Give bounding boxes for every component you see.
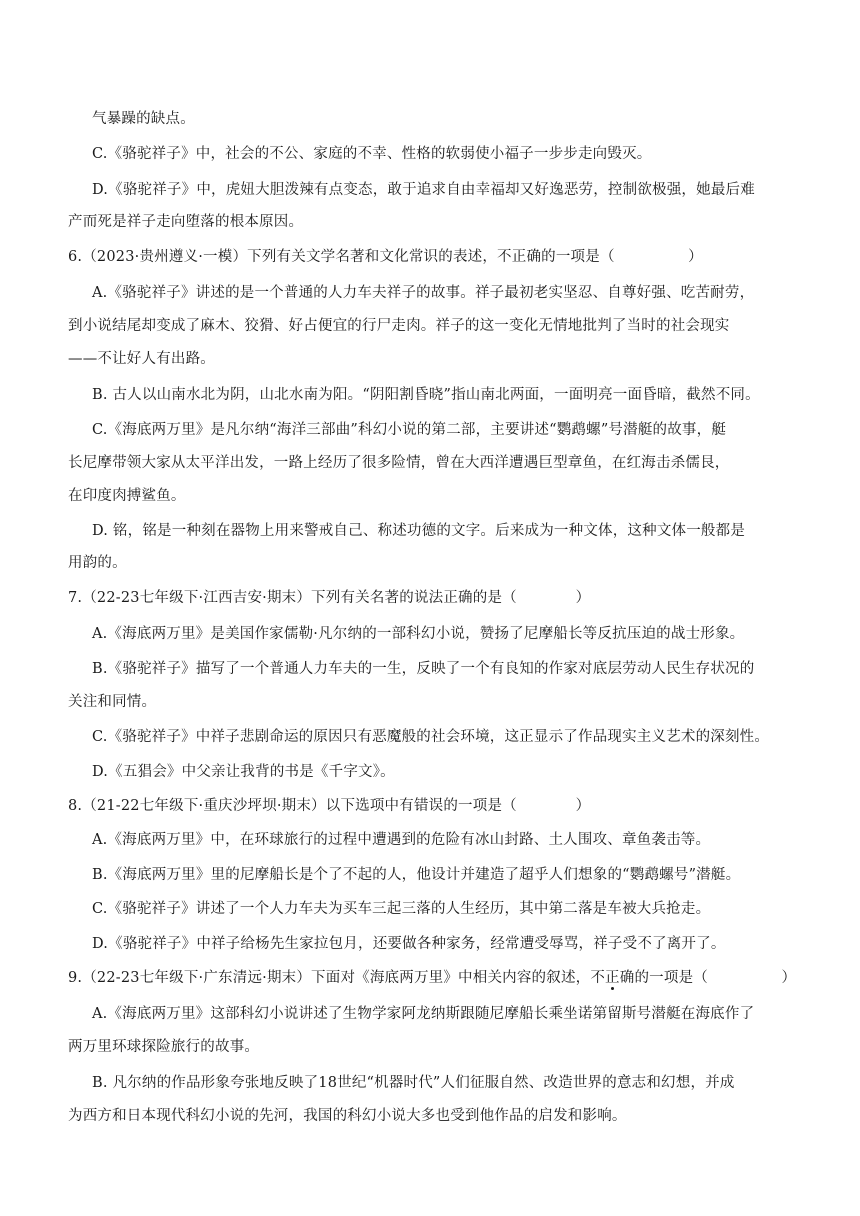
question-9-stem-emphasis: 不正确 — [590, 970, 635, 986]
question-9-stem-suffix: 的一项是（ ） — [634, 970, 797, 986]
question-7-option-a: A.《海底两万里》是美国作家儒勒·凡尔纳的一部科幻小说，赞扬了尼摩船长等反抗压迫的战士形象。 — [92, 626, 745, 642]
question-7-stem: 7.（22-23七年级下·江西吉安·期末）下列有关名著的说法正确的是（ ） — [68, 590, 591, 606]
question-6-option-b: B. 古人以山南水北为阴，山北水南为阳。“阴阳割昏晓”指山南北两面，一面明亮一面昏暗，截然不同。 — [92, 387, 760, 403]
question-6-stem: 6.（2023·贵州遵义·一模）下列有关文学名著和文化常识的表述，不正确的一项是（ ） — [68, 249, 703, 265]
question-9-stem-prefix: 9.（22-23七年级下·广东清远·期末）下面对《海底两万里》中相关内容的叙述， — [68, 970, 591, 986]
question-6-option-a-line3: ——不让好人有出路。 — [68, 351, 215, 367]
question-6-option-c-line3: 在印度肉搏鲨鱼。 — [68, 488, 186, 504]
question-8-option-b: B.《海底两万里》里的尼摩船长是个了不起的人，他设计并建造了超乎人们想象的“鹦鹉螺号”潜艇。 — [92, 867, 741, 883]
question-9-option-a-line2: 两万里环球探险旅行的故事。 — [68, 1039, 260, 1055]
prev-option-d-line2: 产而死是祥子走向堕落的根本原因。 — [68, 214, 304, 230]
question-6-option-c-line2: 长尼摩带领大家从太平洋出发，一路上经历了很多险情，曾在大西洋遭遇巨型章鱼，在红海击杀儒艮， — [68, 455, 730, 471]
question-7-option-b-line2: 关注和同情。 — [68, 694, 157, 710]
prev-option-c: C.《骆驼祥子》中，社会的不公、家庭的不幸、性格的软弱使小福子一步步走向毁灭。 — [92, 146, 652, 162]
question-6-option-c-line1: C.《海底两万里》是凡尔纳“海洋三部曲”科幻小说的第二部，主要讲述“鹦鹉螺”号潜艇的故事，艇 — [92, 422, 727, 438]
question-9-stem — [68, 968, 796, 988]
question-6-option-a-line2: 到小说结尾却变成了麻木、狡猾、好占便宜的行尸走肉。祥子的这一变化无情地批判了当时的社会现实 — [68, 318, 730, 334]
question-7-option-c: C.《骆驼祥子》中祥子悲剧命运的原因只有恶魔般的社会环境，这正显示了作品现实主义艺术的深刻性。 — [92, 729, 770, 745]
prev-option-tail: 气暴躁的缺点。 — [92, 111, 195, 127]
question-7-option-b-line1: B.《骆驼祥子》描写了一个普通人力车夫的一生，反映了一个有良知的作家对底层劳动人民生存状况的 — [92, 661, 755, 677]
question-7-option-d: D.《五猖会》中父亲让我背的书是《千字文》。 — [92, 764, 395, 780]
prev-option-d-line1: D.《骆驼祥子》中，虎妞大胆泼辣有点变态，敢于追求自由幸福却又好逸恶劳，控制欲极强，她最后难 — [92, 182, 755, 198]
question-9-option-b-line2: 为西方和日本现代科幻小说的先河，我国的科幻小说大多也受到他作品的启发和影响。 — [68, 1108, 627, 1124]
question-8-option-c: C.《骆驼祥子》讲述了一个人力车夫为买车三起三落的人生经历，其中第二落是车被大兵抢走。 — [92, 901, 711, 917]
question-8-option-d: D.《骆驼祥子》中祥子给杨先生家拉包月，还要做各种家务，经常遭受辱骂，祥子受不了离开了。 — [92, 936, 726, 952]
question-6-option-a-line1: A.《骆驼祥子》讲述的是一个普通的人力车夫祥子的故事。祥子最初老实坚忍、自尊好强、吃苦耐劳， — [92, 285, 755, 301]
question-8-option-a: A.《海底两万里》中，在环球旅行的过程中遭遇到的危险有冰山封路、土人围攻、章鱼袭击等。 — [92, 832, 711, 848]
question-6-option-d-line1: D. 铭，铭是一种刻在器物上用来警戒自己、称述功德的文字。后来成为一种文体，这种文体一般都是 — [92, 523, 746, 539]
question-9-option-a-line1: A.《海底两万里》这部科幻小说讲述了生物学家阿龙纳斯跟随尼摩船长乘坐诺第留斯号潜艇在海底作了 — [92, 1006, 755, 1022]
question-6-option-d-line2: 用韵的。 — [68, 555, 127, 571]
question-8-stem: 8.（21-22七年级下·重庆沙坪坝·期末）以下选项中有错误的一项是（ ） — [68, 798, 591, 814]
question-9-option-b-line1: B. 凡尔纳的作品形象夸张地反映了18世纪“机器时代”人们征服自然、改造世界的意志和幻想，并成 — [92, 1075, 735, 1091]
